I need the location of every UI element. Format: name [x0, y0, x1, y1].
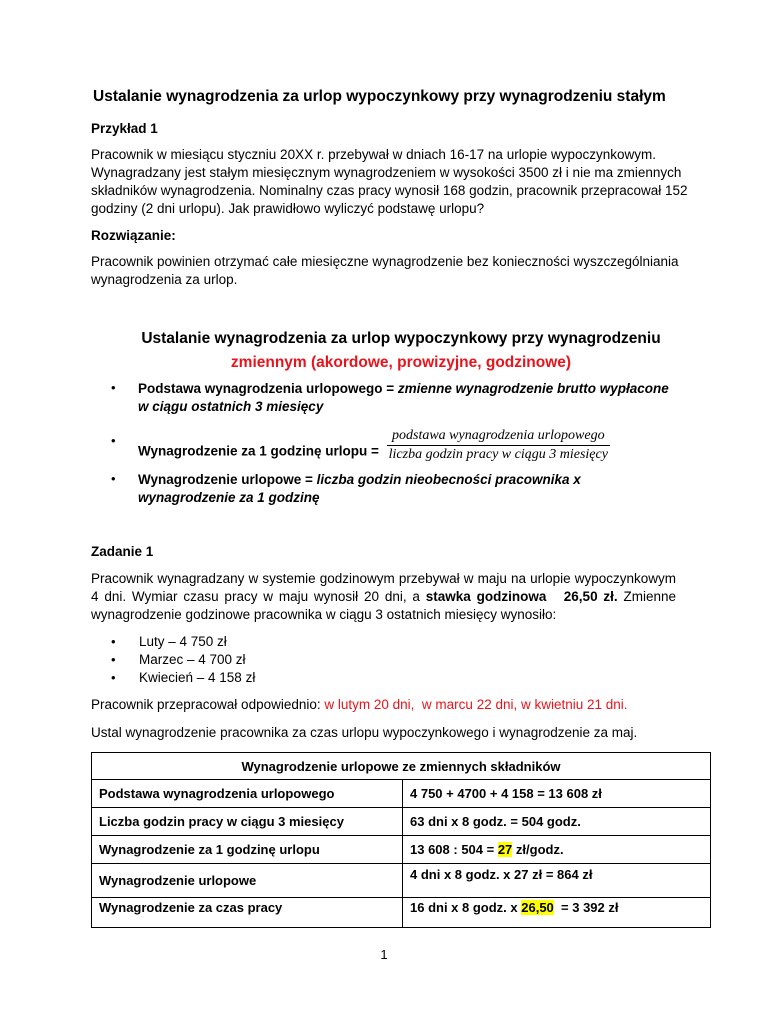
table-cell-label: Podstawa wynagrodzenia urlopowego: [92, 780, 403, 808]
bullet-value: liczba godzin nieobecności pracownika x wynagrodzenie za 1 godzinę: [138, 472, 581, 505]
bullet-icon: •: [111, 380, 116, 395]
task-text-b: Zmienne wynagrodzenie godzinowe pracownika w ciągu 3 ostatnich miesięcy wynosiło:: [91, 589, 676, 622]
solution-text: Pracownik powinien otrzymać całe miesięczne wynagrodzenie bez konieczności wyszczególniania wynagrodzenia za urlop.: [91, 254, 679, 287]
calculation-table: [91, 752, 711, 928]
bullet-icon: •: [111, 433, 116, 448]
solution-label: Rozwiązanie:: [91, 228, 176, 243]
bullet-label: Podstawa wynagrodzenia urlopowego =: [138, 381, 398, 396]
task-text-a: Pracownik wynagradzany w systemie godzinowym przebywał w maju na urlopie wypoczynkowym 4 dni. Wymiar czasu pracy w maju wynosił 20 dni, a: [91, 571, 676, 604]
table-cell-label: Wynagrodzenie za 1 godzinę urlopu: [92, 836, 403, 864]
task-text-bold: stawka godzinowa 26,50 zł.: [425, 589, 618, 604]
list-item: • Luty – 4 750 zł: [111, 634, 227, 649]
example-label: Przykład 1: [91, 121, 158, 136]
worked-prefix: Pracownik przepracował odpowiednio:: [91, 697, 325, 712]
bullet-icon: •: [111, 471, 116, 486]
table-header: Wynagrodzenie urlopowe ze zmiennych składników: [92, 753, 711, 780]
list-item: • Marzec – 4 700 zł: [111, 652, 246, 667]
table-row: [92, 836, 711, 864]
formula-fraction: [387, 428, 610, 463]
table-header-row: [92, 753, 711, 780]
highlighted-value: 27: [497, 842, 513, 857]
section1-title: Ustalanie wynagrodzenia za urlop wypoczynkowy przy wynagrodzeniu stałym: [93, 88, 666, 105]
table-cell-label: Liczba godzin pracy w ciągu 3 miesięcy: [92, 808, 403, 836]
bullet-item: [111, 471, 681, 507]
bullet-icon: •: [111, 670, 116, 685]
table-row: [92, 898, 711, 928]
fraction-numerator: podstawa wynagrodzenia urlopowego: [387, 428, 610, 446]
list-item: • Kwiecień – 4 158 zł: [111, 670, 256, 685]
table-row: [92, 864, 711, 898]
section2-title: [91, 327, 711, 375]
instruction-text: Ustal wynagrodzenie pracownika za czas urlopu wypoczynkowego i wynagrodzenie za maj.: [91, 725, 638, 740]
fraction-denominator: liczba godzin pracy w ciągu 3 miesięcy: [388, 446, 608, 462]
bullet-icon: •: [111, 652, 116, 667]
bullet-label: Wynagrodzenie urlopowe =: [138, 472, 317, 487]
example-text: Pracownik w miesiącu styczniu 20XX r. przebywał w dniach 16-17 na urlopie wypoczynkowym. Wynagradzany jest stałym miesięcznym wynagrodzeniem w wysokości 3500 zł i nie ma zmiennych składników wynagrodzenia. Nominalny czas pracy wynosił 168 godzin, pracownik przepracował 152 godziny (2 dni urlopu). Jak prawidłowo wyliczyć podstawę urlopu?: [91, 147, 688, 216]
table-cell-label: Wynagrodzenie za czas pracy: [92, 898, 403, 928]
table-cell-value: 4 dni x 8 godz. x 27 zł = 864 zł: [403, 864, 711, 898]
months-list: [111, 633, 255, 687]
table-row: [92, 808, 711, 836]
bullet-item: [111, 380, 681, 416]
table-cell-value: 63 dni x 8 godz. = 504 godz.: [403, 808, 711, 836]
table-cell-value: 4 750 + 4700 + 4 158 = 13 608 zł: [403, 780, 711, 808]
worked-days: [91, 696, 628, 714]
table-cell-value: 13 608 : 504 = 27 zł/godz.: [403, 836, 711, 864]
section2-title-line1: Ustalanie wynagrodzenia za urlop wypoczynkowy przy wynagrodzeniu: [141, 330, 661, 347]
table-row: [92, 780, 711, 808]
page-number: 1: [380, 947, 388, 962]
section2-title-line2: zmiennym (akordowe, prowizyjne, godzinowe): [230, 354, 572, 371]
bullet-icon: •: [111, 634, 116, 649]
table-cell-label: Wynagrodzenie urlopowe: [92, 864, 403, 898]
table-cell-value: 16 dni x 8 godz. x 26,50 = 3 392 zł: [403, 898, 711, 928]
bullet-item: [111, 427, 681, 469]
highlighted-value: 26,50: [521, 900, 554, 915]
task-label: Zadanie 1: [91, 544, 154, 559]
task-text: [91, 570, 676, 624]
bullet-value: zmienne wynagrodzenie brutto wypłacone w ciągu ostatnich 3 miesięcy: [138, 381, 669, 414]
worked-days-red: w lutym 20 dni, w marcu 22 dni, w kwietniu 21 dni.: [324, 697, 628, 712]
bullet-label: Wynagrodzenie za 1 godzinę urlopu =: [138, 443, 383, 459]
